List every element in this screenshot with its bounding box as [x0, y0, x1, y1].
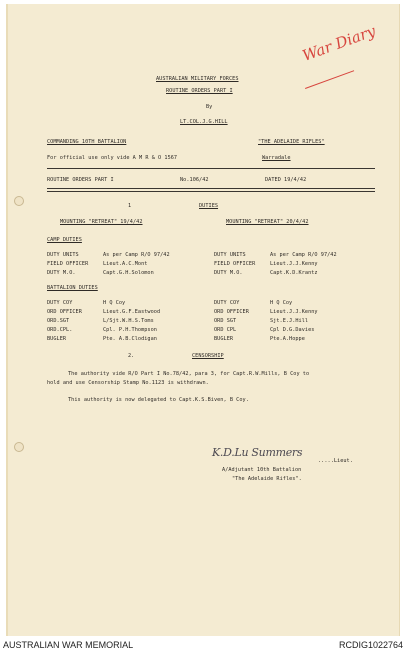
section-number: 1 — [128, 203, 132, 209]
commanding-title: COMMANDING 10TH BATTALION — [47, 139, 127, 145]
signatory-unit: "The Adelaide Rifles". — [232, 476, 302, 482]
org-heading: AUSTRALIAN MILITARY FORCES — [156, 76, 239, 82]
mounting-right: MOUNTING "RETREAT" 20/4/42 — [226, 219, 309, 225]
duty-name: H Q Coy — [103, 300, 126, 306]
duty-role: DUTY COY — [214, 300, 240, 306]
censorship-heading: CENSORSHIP — [192, 353, 224, 359]
duty-role: ORD.CPL. — [47, 327, 73, 333]
duty-role: DUTY COY — [47, 300, 73, 306]
duty-name: Lieut.J.J.Kenny — [270, 261, 318, 267]
orders-date: DATED 19/4/42 — [265, 177, 307, 183]
duty-name: Capt.G.H.Solomon — [103, 270, 154, 276]
duties-heading: DUTIES — [199, 203, 219, 209]
signatory-title: A/Adjutant 10th Battalion — [222, 467, 302, 473]
duty-name: Lieut.J.J.Kenny — [270, 309, 318, 315]
duty-role: FIELD OFFICER — [47, 261, 89, 267]
duty-role: BUGLER — [47, 336, 67, 342]
orders-number: No.106/42 — [180, 177, 209, 183]
camp-duties-heading: CAMP DUTIES — [47, 237, 82, 243]
duty-name: Cpl. P.H.Thompson — [103, 327, 157, 333]
duty-name: Pte. A.B.Clodigan — [103, 336, 157, 342]
duty-name: As per Camp R/O 97/42 — [103, 252, 170, 258]
duty-name: Cpl D.G.Davies — [270, 327, 315, 333]
duty-name: As per Camp R/O 97/42 — [270, 252, 337, 258]
record-id: RCDIG1022764 — [338, 640, 403, 650]
duty-role: ORD.SGT — [47, 318, 70, 324]
handwritten-signature: K.D.Lu Summers — [212, 446, 303, 459]
section-number: 2. — [128, 353, 135, 359]
duty-name: Lieut.G.F.Eastwood — [103, 309, 161, 315]
battalion-nickname: "THE ADELAIDE RIFLES" — [258, 139, 325, 145]
duty-name: L/Sjt.W.H.S.Toms — [103, 318, 154, 324]
duty-role: DUTY UNITS — [47, 252, 79, 258]
duty-role: DUTY M.O. — [47, 270, 76, 276]
duty-name: Capt.K.D.Krantz — [270, 270, 318, 276]
divider — [47, 188, 375, 189]
duty-role: DUTY M.O. — [214, 270, 243, 276]
location: Warradale — [262, 155, 291, 161]
duty-role: DUTY UNITS — [214, 252, 246, 258]
by-label: By — [206, 104, 213, 110]
duty-name: Lieut.A.C.Mont — [103, 261, 148, 267]
censorship-paragraph: hold and use Censorship Stamp No.1123 is withdrawn. — [47, 380, 209, 386]
war-diary-stamp: War Diary — [300, 21, 378, 65]
punch-hole — [14, 442, 24, 452]
duty-name: Sjt.E.J.Hill — [270, 318, 309, 324]
duty-role: FIELD OFFICER — [214, 261, 256, 267]
censorship-paragraph: The authority vide R/O Part I No.78/42, para 3, for Capt.R.W.Mills, B Coy to — [68, 371, 310, 377]
duty-role: ORD OFFICER — [47, 309, 82, 315]
official-use-note: For official use only vide A M R & O 1567 — [47, 155, 178, 161]
divider — [47, 191, 375, 192]
mounting-left: MOUNTING "RETREAT" 19/4/42 — [60, 219, 143, 225]
divider — [47, 168, 375, 169]
duty-role: BUGLER — [214, 336, 234, 342]
duty-name: Pte.A.Hoppe — [270, 336, 305, 342]
punch-hole — [14, 196, 24, 206]
battalion-duties-heading: BATTALION DUTIES — [47, 285, 98, 291]
document-title: ROUTINE ORDERS PART I — [166, 88, 233, 94]
archive-footer — [0, 637, 407, 654]
orders-label: ROUTINE ORDERS PART I — [47, 177, 114, 183]
duty-role: ORD CPL — [214, 327, 237, 333]
duty-name: H Q Coy — [270, 300, 293, 306]
archive-name: AUSTRALIAN WAR MEMORIAL — [3, 640, 134, 650]
censorship-paragraph: This authority is now delegated to Capt.K.S.Biven, B Coy. — [68, 397, 249, 403]
signature-rank: .....Lieut. — [318, 458, 353, 464]
duty-role: ORD SGT — [214, 318, 237, 324]
commander-name: LT.COL.J.G.HILL — [180, 119, 228, 125]
duty-role: ORD OFFICER — [214, 309, 249, 315]
